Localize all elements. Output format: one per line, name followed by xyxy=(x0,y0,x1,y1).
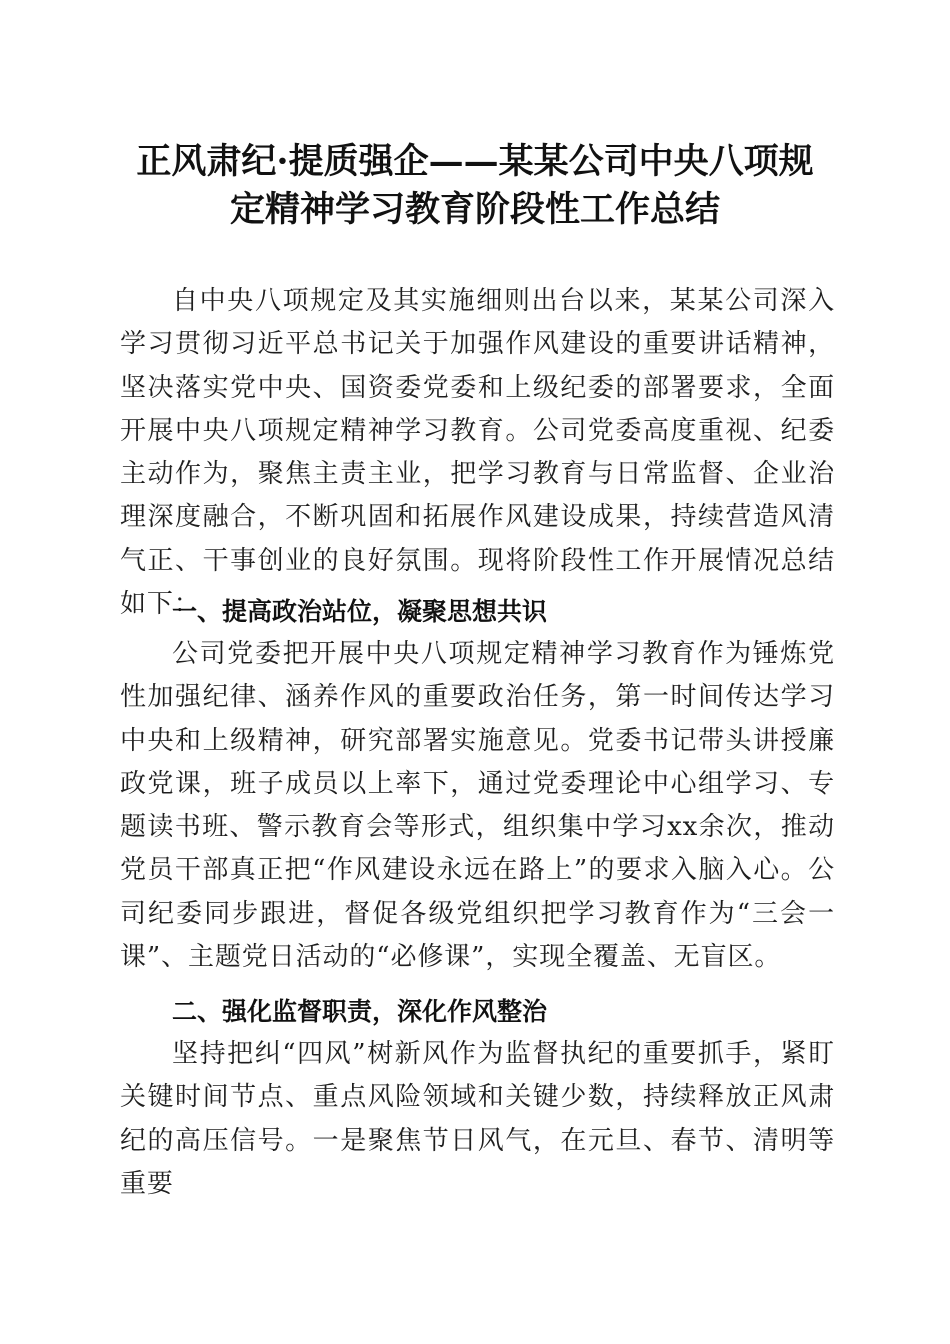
section-1-heading: 一、提高政治站位，凝聚思想共识 xyxy=(172,597,548,626)
document-title-line-2: 定精神学习教育阶段性工作总结 xyxy=(229,189,720,230)
document-title-line-1: 正风肃纪·提质强企——某某公司中央八项规 xyxy=(136,141,814,182)
intro-paragraph: 自中央八项规定及其实施细则出台以来，某某公司深入学习贯彻习近平总书记关于加强作风建设的重要讲话精神，坚决落实党中央、国资委党委和上级纪委的部署要求，全面开展中央八项规定精神学习教育。公司党委高度重视、纪委主动作为，聚焦主责主业，把学习教育与日常监督、企业治理深度融合，不断巩固和拓展作风建设成果，持续营造风清气正、干事创业的良好氛围。现将阶段性工作开展情况总结如下： xyxy=(120,286,835,620)
section-2-paragraph: 坚持把纠“四风”树新风作为监督执纪的重要抓手，紧盯关键时间节点、重点风险领域和关键少数，持续释放正风肃纪的高压信号。一是聚焦节日风气，在元旦、春节、清明等重要 xyxy=(120,1039,835,1199)
section-1-paragraph: 公司党委把开展中央八项规定精神学习教育作为锤炼党性加强纪律、涵养作风的重要政治任务，第一时间传达学习中央和上级精神，研究部署实施意见。党委书记带头讲授廉政党课，班子成员以上率下，通过党委理论中心组学习、专题读书班、警示教育会等形式，组织集中学习xx余次，推动党员干部真正把“作风建设永远在路上”的要求入脑入心。公司纪委同步跟进，督促各级党组织把学习教育作为“三会一课”、主题党日活动的“必修课”，实现全覆盖、无盲区。 xyxy=(120,639,835,973)
section-2-heading: 二、强化监督职责，深化作风整治 xyxy=(172,997,548,1026)
